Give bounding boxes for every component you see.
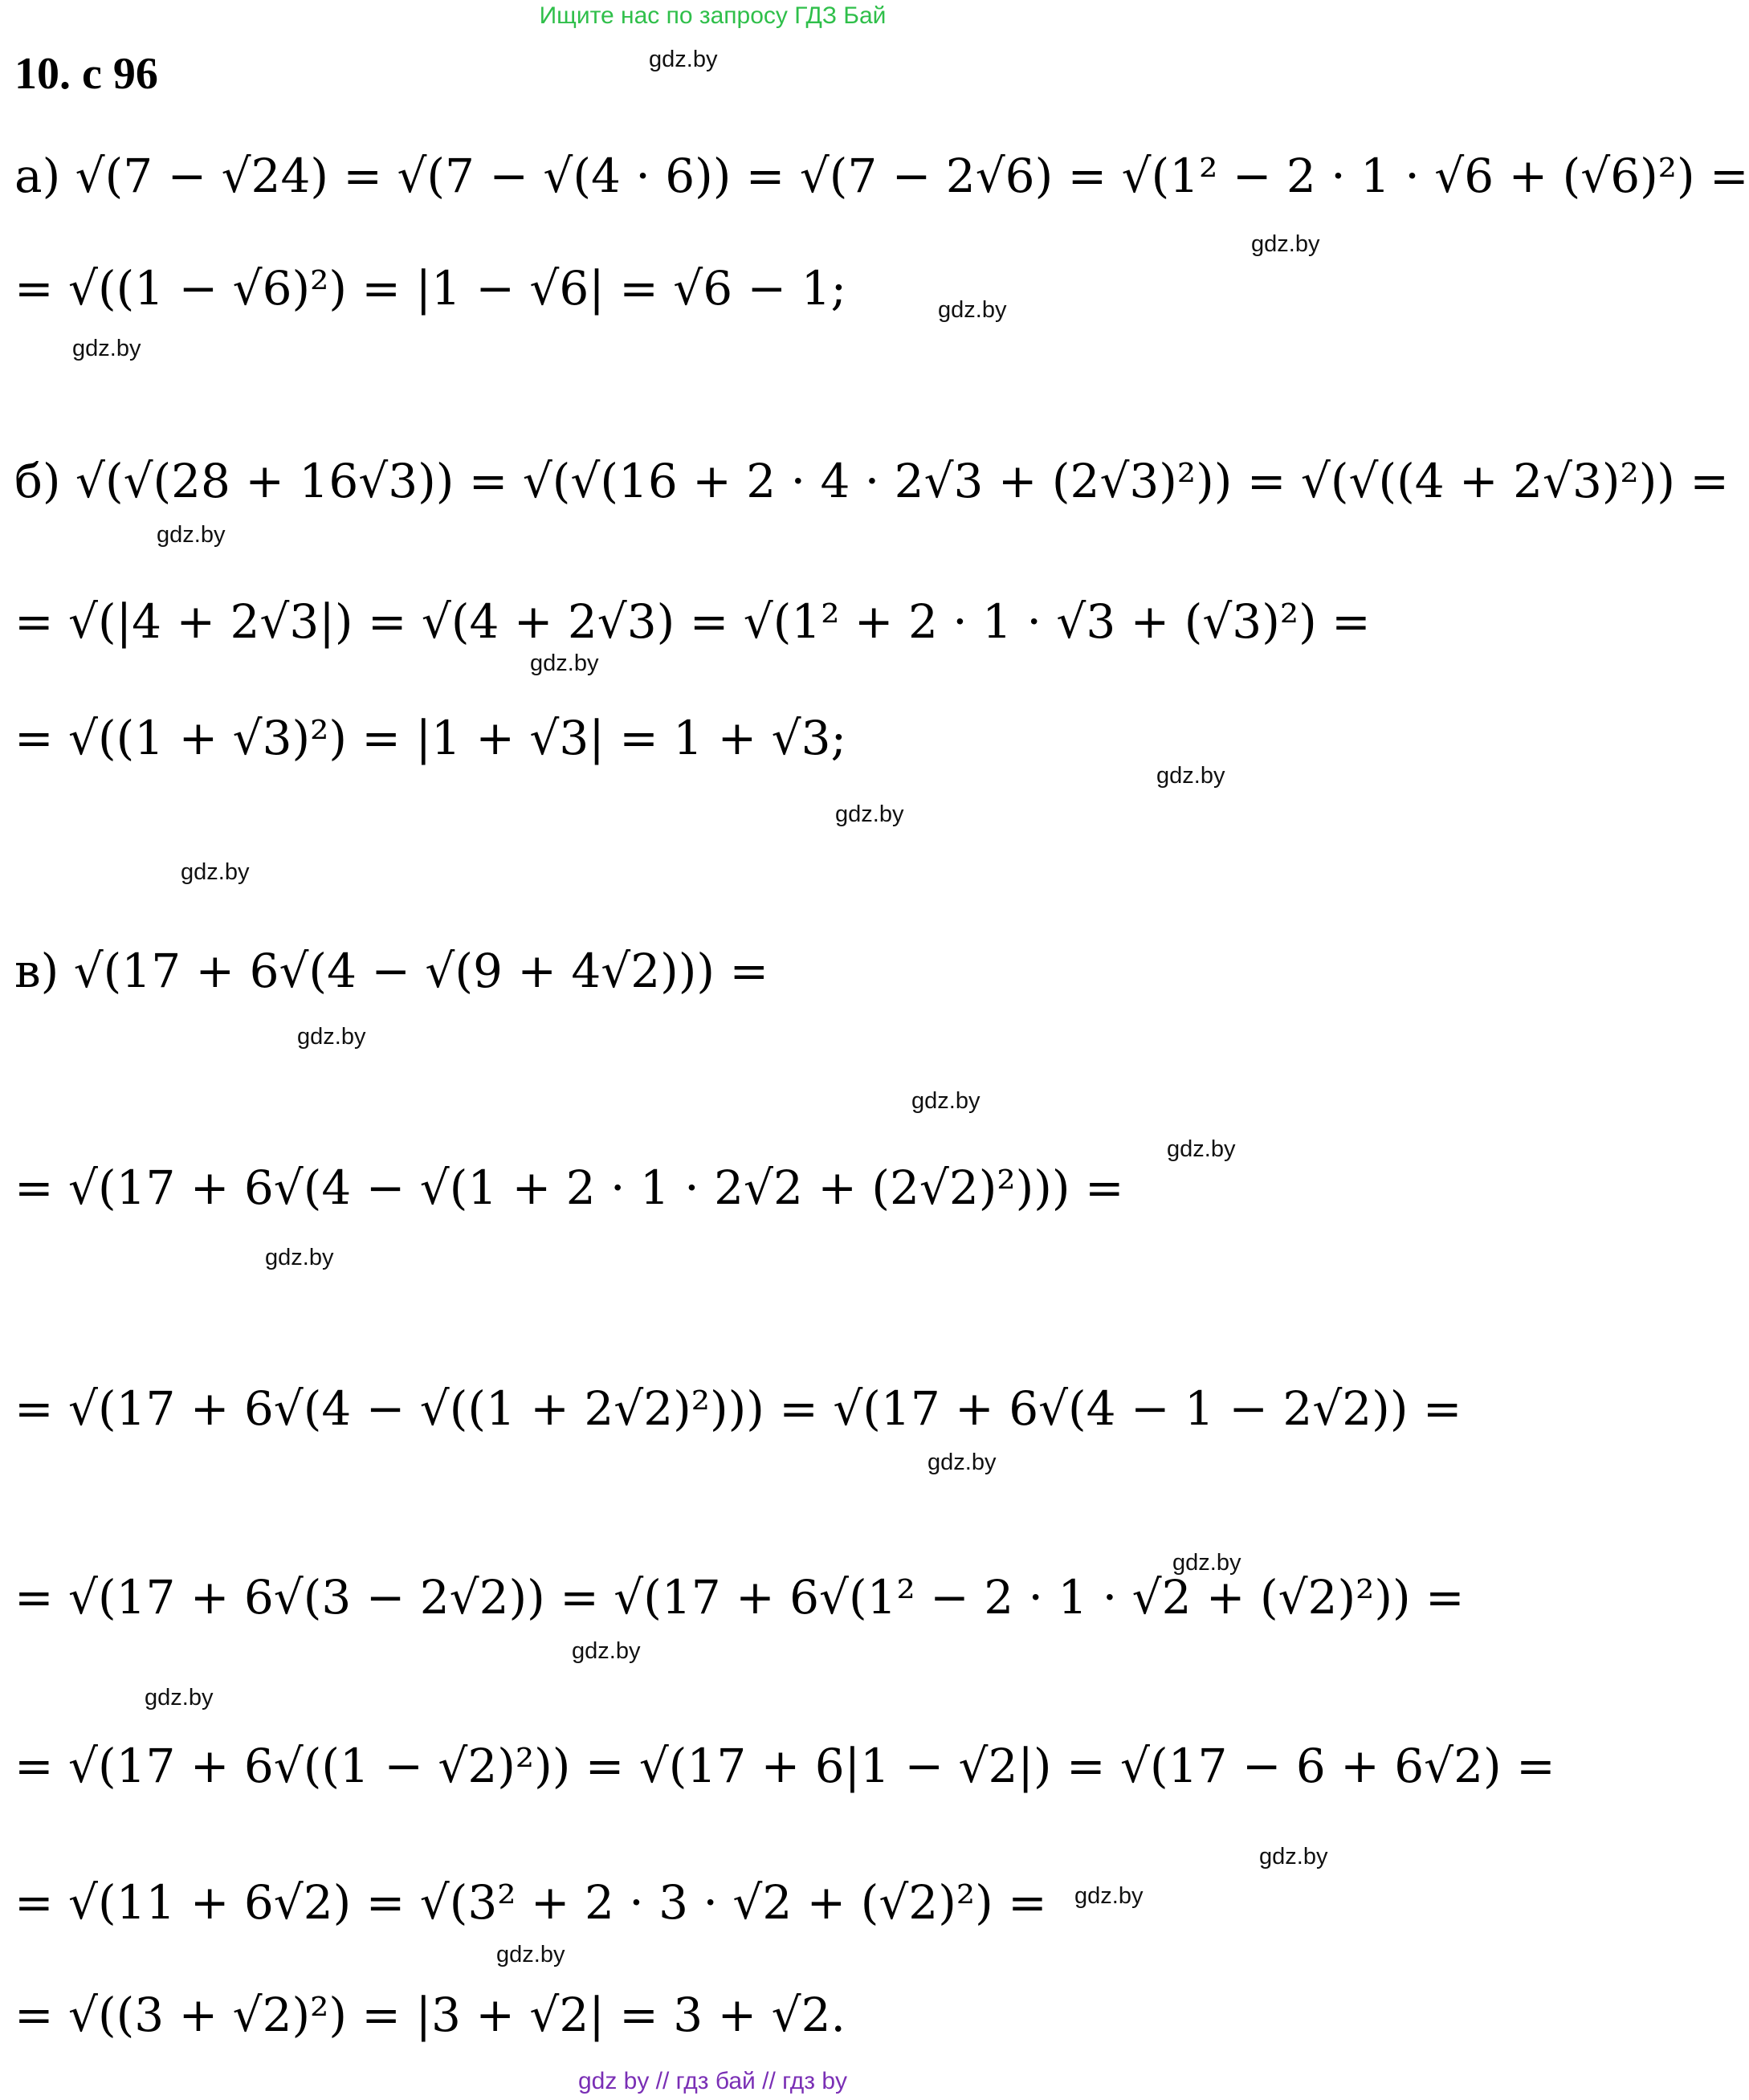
solution-line-c2: = √(17 + 6√(4 − √(1 + 2 · 1 · 2√2 + (2√2)²))) =	[14, 1160, 1124, 1215]
watermark: gdz.by	[1074, 1883, 1144, 1909]
solution-line-c5: = √(17 + 6√((1 − √2)²)) = √(17 + 6|1 − √2|) = √(17 − 6 + 6√2) =	[14, 1739, 1555, 1793]
watermark: gdz.by	[496, 1942, 565, 1967]
watermark: gdz.by	[938, 297, 1007, 323]
solution-line-c1: в) √(17 + 6√(4 − √(9 + 4√2))) =	[14, 944, 769, 998]
watermark: gdz.by	[572, 1638, 641, 1664]
watermark: gdz.by	[157, 522, 226, 548]
solution-line-b3: = √((1 + √3)²) = |1 + √3| = 1 + √3;	[14, 711, 847, 765]
watermark: gdz.by	[145, 1685, 214, 1711]
watermark: gdz.by	[530, 650, 599, 676]
solution-line-c4: = √(17 + 6√(3 − 2√2)) = √(17 + 6√(1² − 2 · 1 · √2 + (√2)²)) =	[14, 1570, 1465, 1625]
watermark: gdz.by	[1251, 231, 1320, 257]
footer-links: gdz by // гдз бай // гдз by	[577, 2068, 848, 2094]
solution-line-a2: = √((1 − √6)²) = |1 − √6| = √6 − 1;	[14, 261, 847, 316]
exercise-title: 10. с 96	[14, 49, 158, 99]
solution-line-b1: б) √(√(28 + 16√3)) = √(√(16 + 2 · 4 · 2√3 + (2√3)²)) = √(√((4 + 2√3)²)) =	[14, 454, 1730, 508]
watermark: gdz.by	[72, 336, 141, 361]
watermark: gdz.by	[928, 1450, 997, 1475]
solution-line-a1: а) √(7 − √24) = √(7 − √(4 · 6)) = √(7 − 2√6) = √(1² − 2 · 1 · √6 + (√6)²) =	[14, 149, 1749, 203]
watermark: gdz.by	[1259, 1844, 1328, 1870]
watermark: gdz.by	[297, 1024, 366, 1050]
solution-line-c6: = √(11 + 6√2) = √(3² + 2 · 3 · √2 + (√2)²) =	[14, 1875, 1047, 1930]
watermark: gdz.by	[181, 859, 250, 885]
watermark: gdz.by	[1172, 1550, 1241, 1576]
watermark: gdz.by	[835, 801, 904, 827]
watermark: gdz.by	[1156, 763, 1225, 789]
top-banner: Ищите нас по запросу ГДЗ Бай	[539, 2, 887, 29]
watermark: gdz.by	[265, 1245, 334, 1270]
solution-line-c7: = √((3 + √2)²) = |3 + √2| = 3 + √2.	[14, 1988, 846, 2042]
watermark: gdz.by	[649, 47, 718, 72]
solution-line-b2: = √(|4 + 2√3|) = √(4 + 2√3) = √(1² + 2 · 1 · √3 + (√3)²) =	[14, 594, 1371, 649]
solution-line-c3: = √(17 + 6√(4 − √((1 + 2√2)²))) = √(17 + 6√(4 − 1 − 2√2)) =	[14, 1381, 1462, 1436]
watermark: gdz.by	[1167, 1136, 1236, 1162]
watermark: gdz.by	[911, 1088, 980, 1114]
